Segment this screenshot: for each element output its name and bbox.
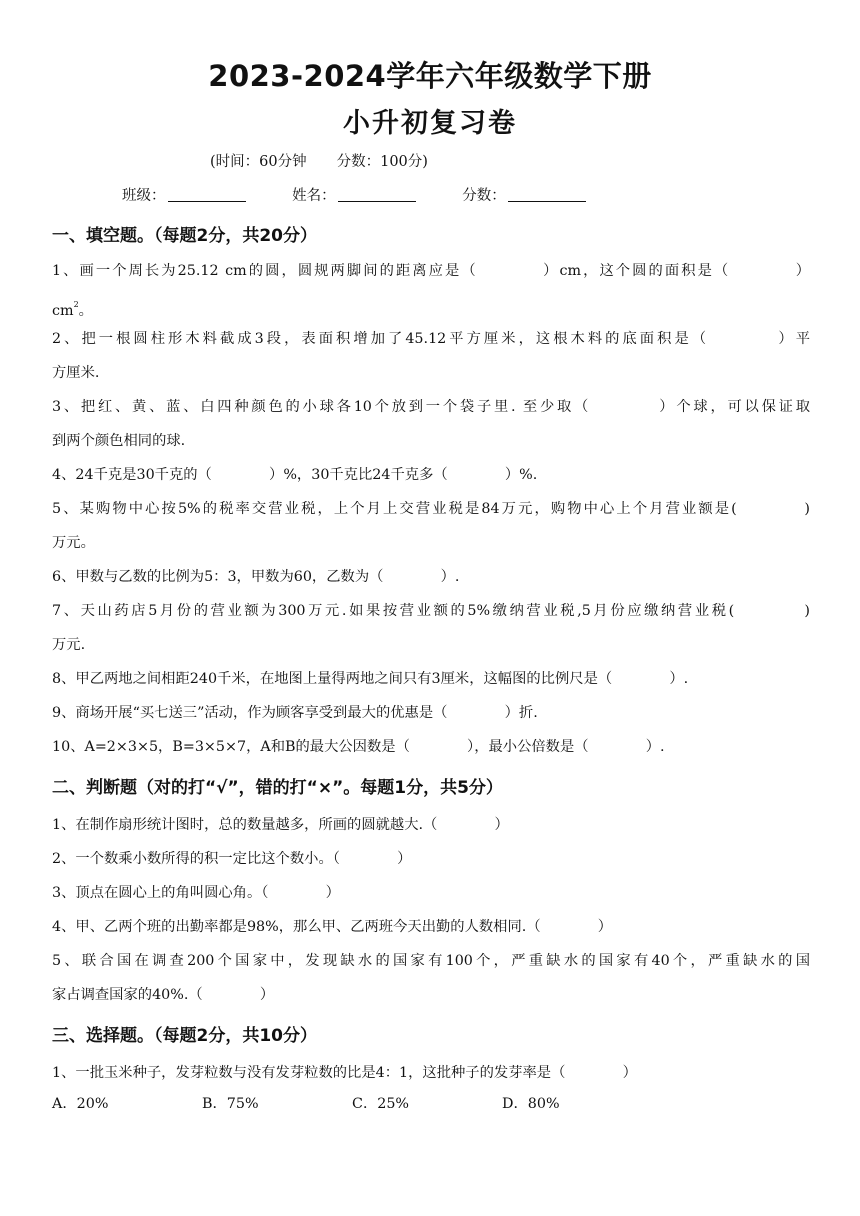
- student-info-line: [122, 184, 628, 205]
- s1-q7-line2: 万元.: [52, 637, 86, 653]
- s3-q1-options: [52, 1093, 652, 1113]
- s1-question-10: 10、A=2×3×5，B=3×5×7，A和B的最大公因数是（ ），最小公倍数是（ ）.: [52, 739, 665, 755]
- name-label: 姓名：: [292, 188, 336, 204]
- total-score-label: 分数：100分): [336, 154, 428, 170]
- s1-question-3: [52, 390, 810, 458]
- option-b[interactable]: B．75%: [202, 1096, 259, 1112]
- s1-q2-line1: 2、把一根圆柱形木料截成3段，表面积增加了45.12平方厘米，这根木料的底面积是（ ）平: [52, 331, 810, 347]
- s1-question-5: [52, 492, 810, 560]
- s1-question-1: [52, 254, 810, 322]
- s2-question-2: 2、一个数乘小数所得的积一定比这个数小。（ ）: [52, 851, 412, 867]
- s1-q1-sup: 2: [73, 300, 79, 309]
- class-blank[interactable]: [168, 187, 246, 202]
- s1-q3-line1: 3、把红、黄、蓝、白四种颜色的小球各10个放到一个袋子里. 至少取（ ）个球，可以保证取: [52, 399, 810, 415]
- section1-heading: 一、填空题。（每题2分，共20分）: [52, 226, 317, 246]
- s1-q1-end: 。: [78, 303, 93, 319]
- score-label: 分数：: [462, 188, 506, 204]
- s1-question-9: 9、商场开展“买七送三”活动，作为顾客享受到最大的优惠是（ ）折.: [52, 705, 538, 721]
- s1-q2-line2: 方厘米.: [52, 365, 100, 381]
- name-blank[interactable]: [338, 187, 416, 202]
- s3-question-1: 1、一批玉米种子，发芽粒数与没有发芽粒数的比是4：1，这批种子的发芽率是（ ）: [52, 1065, 637, 1081]
- section3-heading: 三、选择题。（每题2分，共10分）: [52, 1026, 317, 1046]
- s2-question-5: [52, 944, 810, 1012]
- exam-title: 2023-2024学年六年级数学下册: [208, 59, 652, 93]
- s1-question-6: 6、甲数与乙数的比例为5：3，甲数为60，乙数为（ ）.: [52, 569, 460, 585]
- s2-q5-line2: 家占调查国家的40%.（ ）: [52, 987, 275, 1003]
- s1-question-2: [52, 322, 810, 390]
- s1-question-4: 4、24千克是30千克的（ ）%，30千克比24千克多（ ）%.: [52, 467, 538, 483]
- s2-question-4: 4、甲、乙两个班的出勤率都是98%，那么甲、乙两班今天出勤的人数相同.（ ）: [52, 919, 613, 935]
- s2-question-3: 3、顶点在圆心上的角叫圆心角。（ ）: [52, 885, 340, 901]
- exam-subtitle: 小升初复习卷: [343, 108, 517, 139]
- s1-q1-line2: [52, 288, 810, 322]
- time-label: (时间：60分钟: [210, 154, 307, 170]
- score-blank[interactable]: [508, 187, 586, 202]
- s1-q5-line2: 万元。: [52, 535, 95, 551]
- class-label: 班级：: [122, 188, 166, 204]
- option-a[interactable]: A．20%: [52, 1096, 109, 1112]
- s1-q1-line1: 1、画一个周长为25.12 cm的圆，圆规两脚间的距离应是（ ）cm，这个圆的面积是（ ）: [52, 263, 810, 279]
- s1-q5-line1: 5、某购物中心按5%的税率交营业税，上个月上交营业税是84万元，购物中心上个月营业额是( ): [52, 501, 810, 517]
- section2-heading: 二、判断题（对的打“√”，错的打“×”。每题1分，共5分）: [52, 778, 503, 798]
- s1-q1-unit: cm: [52, 303, 74, 319]
- s1-question-7: [52, 594, 810, 662]
- s1-q7-line1: 7、天山药店5月份的营业额为300万元.如果按营业额的5%缴纳营业税,5月份应缴纳营业税( ): [52, 603, 810, 619]
- option-d[interactable]: D．80%: [502, 1096, 560, 1112]
- option-c[interactable]: C．25%: [352, 1096, 410, 1112]
- s1-q3-line2: 到两个颜色相同的球.: [52, 433, 186, 449]
- s2-question-1: 1、在制作扇形统计图时，总的数量越多，所画的圆就越大.（ ）: [52, 817, 509, 833]
- time-score-line: [210, 150, 428, 171]
- s1-question-8: 8、甲乙两地之间相距240千米，在地图上量得两地之间只有3厘米，这幅图的比例尺是（ ）.: [52, 671, 689, 687]
- s2-q5-line1: 5、联合国在调查200个国家中，发现缺水的国家有100个，严重缺水的国家有40个，严重缺水的国: [52, 953, 810, 969]
